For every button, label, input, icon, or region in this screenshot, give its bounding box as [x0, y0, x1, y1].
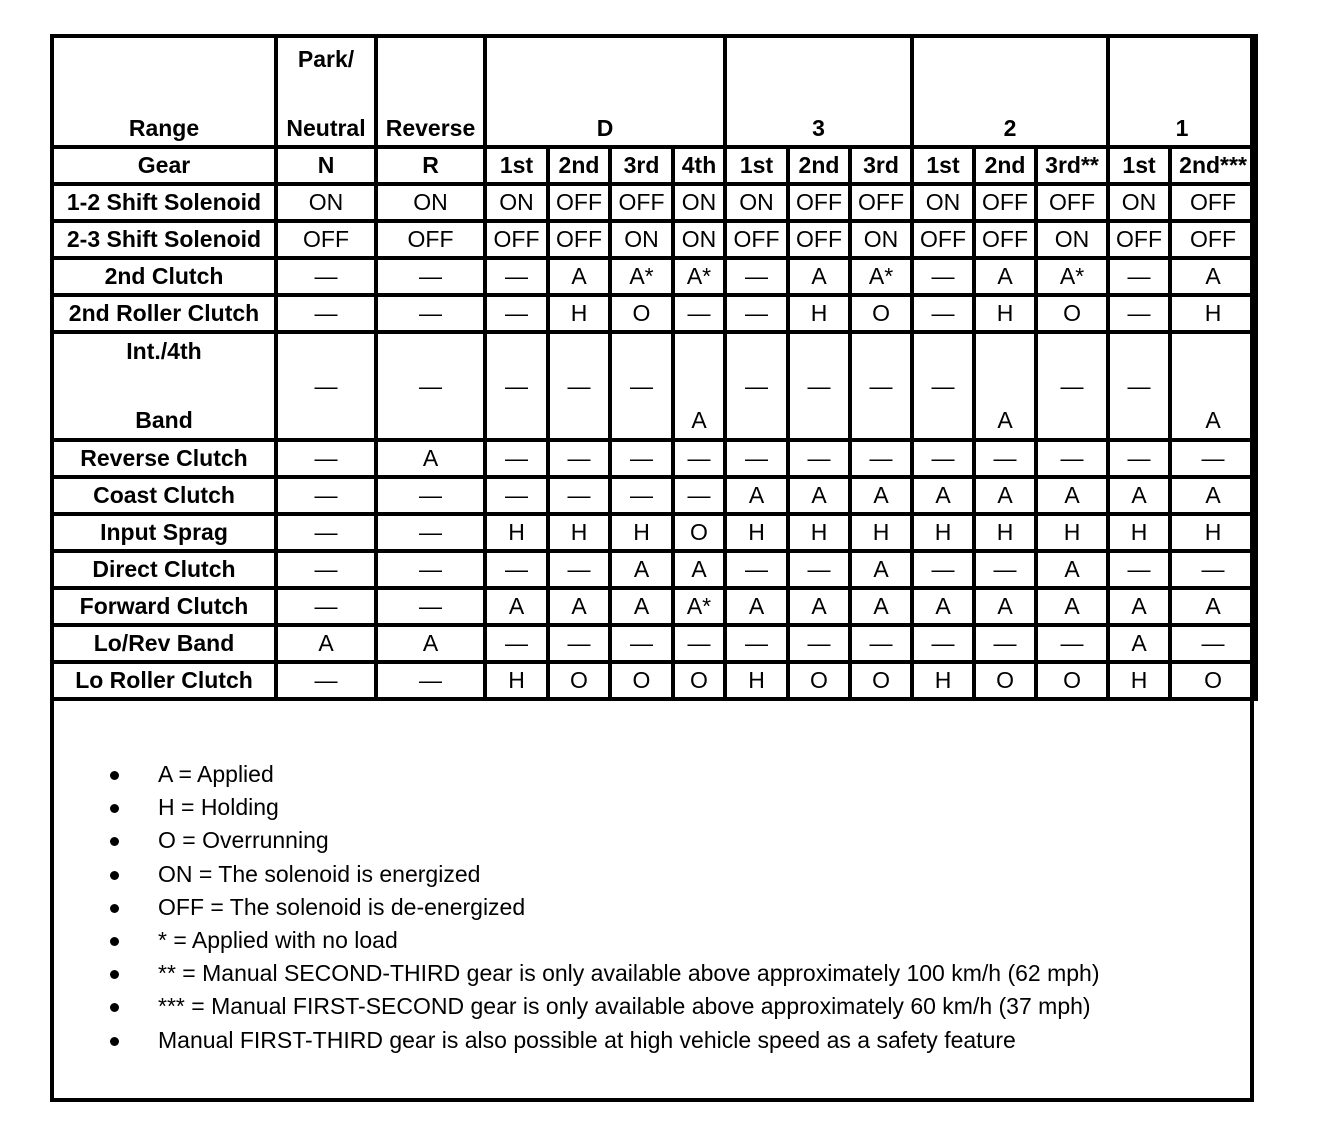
table-cell: H	[725, 514, 788, 551]
row-label: 2nd Roller Clutch	[52, 295, 276, 332]
table-row	[52, 477, 1256, 514]
table-cell: —	[1108, 295, 1170, 332]
table-cell: H	[485, 514, 548, 551]
table-cell: —	[673, 295, 725, 332]
table-cell: —	[912, 551, 974, 588]
table-cell: —	[725, 625, 788, 662]
table-cell: O	[1036, 295, 1108, 332]
table-cell: ON	[673, 184, 725, 221]
table-cell: O	[673, 662, 725, 699]
table-cell: ON	[276, 184, 376, 221]
gear-header-cell: 2nd***	[1170, 147, 1256, 184]
table-cell: H	[974, 295, 1036, 332]
legend-note-text: H = Holding	[158, 794, 279, 821]
row-label: Direct Clutch	[52, 551, 276, 588]
table-cell	[725, 332, 788, 440]
gear-header-cell: R	[376, 147, 485, 184]
table-cell: OFF	[788, 184, 850, 221]
gear-header-cell: 4th	[673, 147, 725, 184]
table-cell: A	[974, 588, 1036, 625]
table-cell: —	[485, 551, 548, 588]
table-cell: A	[1108, 477, 1170, 514]
range-header-row	[52, 36, 1256, 147]
gear-header-row	[52, 147, 1256, 184]
table-cell: —	[725, 258, 788, 295]
bullet-icon	[110, 1037, 119, 1046]
table-cell: —	[276, 588, 376, 625]
range-header-line1: Park/	[297, 46, 355, 72]
table-cell-value: —	[745, 372, 768, 399]
table-cell-value: —	[419, 372, 442, 399]
legend-note-text: ** = Manual SECOND-THIRD gear is only available above approximately 100 km/h (62 mph)	[158, 960, 1100, 987]
table-cell: A	[788, 258, 850, 295]
table-cell: H	[1170, 514, 1256, 551]
table-cell: —	[1170, 551, 1256, 588]
table-cell: —	[673, 477, 725, 514]
table-row	[52, 440, 1256, 477]
gear-header-cell: 1st	[912, 147, 974, 184]
gear-header-cell: N	[276, 147, 376, 184]
table-cell: —	[1108, 551, 1170, 588]
table-cell: OFF	[485, 221, 548, 258]
range-header-cell	[276, 36, 376, 147]
table-cell: —	[548, 440, 610, 477]
table-row	[52, 514, 1256, 551]
table-cell: A	[1036, 551, 1108, 588]
table-cell: A*	[850, 258, 912, 295]
table-cell: OFF	[276, 221, 376, 258]
table-cell: —	[974, 440, 1036, 477]
range-header-cell	[1108, 36, 1256, 147]
table-cell: A	[850, 588, 912, 625]
table-cell: —	[276, 662, 376, 699]
gear-header-cell: 2nd	[548, 147, 610, 184]
bullet-icon	[110, 937, 119, 946]
table-cell: —	[485, 477, 548, 514]
table-cell: A*	[1036, 258, 1108, 295]
table-cell: OFF	[850, 184, 912, 221]
table-cell: A*	[673, 588, 725, 625]
gear-header-cell: 3rd	[850, 147, 912, 184]
table-cell-value: —	[807, 372, 831, 399]
bullet-icon	[110, 837, 119, 846]
table-cell: —	[725, 551, 788, 588]
table-cell: A	[276, 625, 376, 662]
row-label	[52, 332, 276, 440]
table-cell: —	[850, 625, 912, 662]
row-label: 2-3 Shift Solenoid	[52, 221, 276, 258]
table-cell: —	[548, 477, 610, 514]
table-cell: A	[610, 551, 673, 588]
legend-note-item	[54, 760, 1250, 793]
table-cell: —	[276, 440, 376, 477]
table-cell: H	[850, 514, 912, 551]
range-header-label: Range	[52, 36, 276, 147]
legend-notes	[54, 760, 1250, 1059]
row-label: 2nd Clutch	[52, 258, 276, 295]
table-cell: —	[376, 258, 485, 295]
table-cell: —	[376, 588, 485, 625]
gear-header-cell: 1st	[485, 147, 548, 184]
table-cell: A	[1036, 588, 1108, 625]
legend-note-item	[54, 992, 1250, 1025]
table-cell: ON	[1036, 221, 1108, 258]
table-cell: ON	[610, 221, 673, 258]
table-cell	[974, 332, 1036, 440]
table-row	[52, 184, 1256, 221]
table-cell: —	[610, 477, 673, 514]
table-cell: ON	[673, 221, 725, 258]
table-cell: A	[850, 477, 912, 514]
table-cell: OFF	[974, 221, 1036, 258]
table-cell: H	[548, 514, 610, 551]
table-cell: —	[912, 258, 974, 295]
table-cell: A	[850, 551, 912, 588]
table-cell: A	[673, 551, 725, 588]
table-cell: —	[974, 625, 1036, 662]
gear-header-cell: 2nd	[788, 147, 850, 184]
legend-note-text: ON = The solenoid is energized	[158, 860, 481, 887]
table-cell: —	[788, 551, 850, 588]
table-cell: A	[376, 625, 485, 662]
table-cell: A	[610, 588, 673, 625]
table-cell: —	[788, 440, 850, 477]
table-row	[52, 332, 1256, 440]
row-label: Coast Clutch	[52, 477, 276, 514]
table-cell: A	[725, 588, 788, 625]
table-cell: O	[788, 662, 850, 699]
table-cell: OFF	[1170, 184, 1256, 221]
row-label: Lo Roller Clutch	[52, 662, 276, 699]
table-cell: OFF	[610, 184, 673, 221]
table-cell	[276, 332, 376, 440]
gear-header-label: Gear	[52, 147, 276, 184]
table-cell: —	[974, 551, 1036, 588]
range-header-cell	[725, 36, 912, 147]
table-cell: —	[276, 514, 376, 551]
table-cell: A	[548, 258, 610, 295]
table-cell: —	[276, 551, 376, 588]
table-cell: O	[673, 514, 725, 551]
bullet-icon	[110, 871, 119, 880]
table-cell: —	[485, 625, 548, 662]
table-cell-value: A	[1205, 407, 1221, 433]
legend-note-item	[54, 926, 1250, 959]
table-cell: O	[974, 662, 1036, 699]
table-cell: —	[1170, 625, 1256, 662]
table-cell: A	[548, 588, 610, 625]
table-cell: —	[1108, 258, 1170, 295]
table-cell: A*	[673, 258, 725, 295]
bullet-icon	[110, 804, 119, 813]
row-label: Forward Clutch	[52, 588, 276, 625]
table-cell	[548, 332, 610, 440]
clutch-application-table	[50, 34, 1258, 701]
table-cell: —	[485, 440, 548, 477]
table-cell: A	[912, 588, 974, 625]
table-cell: A	[1108, 625, 1170, 662]
table-cell: —	[725, 295, 788, 332]
table-cell: A	[725, 477, 788, 514]
table-cell: H	[788, 514, 850, 551]
table-cell: A	[1170, 477, 1256, 514]
table-cell: OFF	[1170, 221, 1256, 258]
legend-note-text: O = Overrunning	[158, 827, 329, 854]
table-cell: —	[912, 440, 974, 477]
table-cell-value: —	[567, 372, 591, 399]
table-cell: —	[850, 440, 912, 477]
row-label: Lo/Rev Band	[52, 625, 276, 662]
table-cell: A	[1170, 588, 1256, 625]
table-cell: —	[276, 258, 376, 295]
table-cell: OFF	[788, 221, 850, 258]
legend-note-item	[54, 793, 1250, 826]
table-cell-value: —	[314, 372, 338, 399]
table-row	[52, 588, 1256, 625]
table-cell: A	[788, 588, 850, 625]
legend-note-text: OFF = The solenoid is de-energized	[158, 893, 526, 920]
table-cell: H	[1170, 295, 1256, 332]
range-header-cell	[376, 36, 485, 147]
table-cell: O	[850, 662, 912, 699]
table-cell-value: A	[691, 407, 707, 433]
row-label: 1-2 Shift Solenoid	[52, 184, 276, 221]
table-cell: H	[1036, 514, 1108, 551]
bullet-icon	[110, 904, 119, 913]
gear-header-cell: 2nd	[974, 147, 1036, 184]
table-cell: O	[548, 662, 610, 699]
table-cell: OFF	[1108, 221, 1170, 258]
legend-note-text: A = Applied	[158, 761, 274, 787]
table-cell: H	[912, 662, 974, 699]
row-label-line2: Band	[135, 407, 193, 433]
table-cell: H	[485, 662, 548, 699]
range-header-line2: D	[596, 115, 614, 141]
table-cell: —	[376, 551, 485, 588]
table-cell: OFF	[725, 221, 788, 258]
table-cell: ON	[1108, 184, 1170, 221]
gear-header-cell: 1st	[1108, 147, 1170, 184]
table-cell: A	[912, 477, 974, 514]
table-cell-value: —	[630, 372, 653, 399]
table-cell: —	[1036, 440, 1108, 477]
table-cell: —	[1036, 625, 1108, 662]
legend-note-text: *** = Manual FIRST-SECOND gear is only available above approximately 60 km/h (37 mph)	[158, 993, 1091, 1020]
table-cell-value: A	[997, 407, 1013, 433]
table-cell: —	[276, 477, 376, 514]
table-row	[52, 221, 1256, 258]
gear-header-cell: 3rd**	[1036, 147, 1108, 184]
table-cell	[1108, 332, 1170, 440]
table-cell: —	[673, 625, 725, 662]
table-cell: OFF	[1036, 184, 1108, 221]
table-cell: —	[610, 625, 673, 662]
table-cell	[850, 332, 912, 440]
table-cell: A	[376, 440, 485, 477]
table-row	[52, 625, 1256, 662]
range-header-cell	[912, 36, 1108, 147]
legend-note-text: * = Applied with no load	[158, 926, 398, 953]
range-header-cell	[485, 36, 725, 147]
table-cell: —	[376, 295, 485, 332]
gear-header-cell: 1st	[725, 147, 788, 184]
table-cell: A	[788, 477, 850, 514]
table-cell: —	[376, 662, 485, 699]
table-cell: O	[610, 662, 673, 699]
range-header-line2: Reverse	[385, 115, 476, 141]
table-cell: ON	[485, 184, 548, 221]
table-cell: ON	[912, 184, 974, 221]
table-cell: —	[376, 477, 485, 514]
bullet-icon	[110, 771, 119, 780]
table-cell: ON	[850, 221, 912, 258]
range-header-line2: 3	[812, 115, 825, 141]
table-cell: H	[1108, 662, 1170, 699]
table-row	[52, 551, 1256, 588]
table-cell: —	[548, 551, 610, 588]
table-cell: ON	[376, 184, 485, 221]
table-cell: OFF	[548, 221, 610, 258]
table-cell	[912, 332, 974, 440]
table-cell: OFF	[548, 184, 610, 221]
table-cell	[485, 332, 548, 440]
table-cell: H	[548, 295, 610, 332]
table-cell	[788, 332, 850, 440]
table-cell: H	[610, 514, 673, 551]
range-header-line2: Neutral	[286, 115, 366, 141]
table-cell-value: —	[869, 372, 893, 399]
legend-note-item	[54, 826, 1250, 859]
table-cell: H	[974, 514, 1036, 551]
table-cell: OFF	[376, 221, 485, 258]
table-cell-value: —	[1060, 372, 1084, 399]
legend-note-item	[54, 893, 1250, 926]
table-cell: A*	[610, 258, 673, 295]
table-cell: —	[485, 258, 548, 295]
row-label-line1: Int./4th	[126, 338, 202, 364]
table-cell-value: —	[931, 372, 955, 399]
legend-note-item	[54, 1026, 1250, 1059]
table-cell: A	[485, 588, 548, 625]
table-cell	[673, 332, 725, 440]
row-label: Reverse Clutch	[52, 440, 276, 477]
table-row	[52, 295, 1256, 332]
table-cell: —	[912, 625, 974, 662]
table-cell: —	[788, 625, 850, 662]
table-cell	[376, 332, 485, 440]
table-cell	[610, 332, 673, 440]
table-cell: O	[1170, 662, 1256, 699]
table-cell: O	[1036, 662, 1108, 699]
table-cell	[1170, 332, 1256, 440]
bullet-icon	[110, 970, 119, 979]
table-cell: —	[1170, 440, 1256, 477]
table-cell: H	[788, 295, 850, 332]
table-cell: —	[485, 295, 548, 332]
table-cell: OFF	[912, 221, 974, 258]
table-cell: H	[912, 514, 974, 551]
table-cell: A	[1036, 477, 1108, 514]
range-header-line2: 1	[1175, 115, 1189, 141]
table-cell-value: —	[1127, 372, 1151, 399]
legend-note-item	[54, 959, 1250, 992]
table-row	[52, 662, 1256, 699]
table-cell	[1036, 332, 1108, 440]
table-cell: A	[974, 477, 1036, 514]
table-cell: O	[610, 295, 673, 332]
table-cell: OFF	[974, 184, 1036, 221]
table-cell: H	[725, 662, 788, 699]
table-cell: —	[673, 440, 725, 477]
table-cell: —	[276, 295, 376, 332]
table-cell: —	[376, 514, 485, 551]
table-cell-value: —	[505, 372, 528, 399]
gear-header-cell: 3rd	[610, 147, 673, 184]
range-header-line2: 2	[1003, 115, 1017, 141]
table-cell: —	[1108, 440, 1170, 477]
table-cell: —	[912, 295, 974, 332]
table-cell: ON	[725, 184, 788, 221]
table-cell: —	[610, 440, 673, 477]
bullet-icon	[110, 1003, 119, 1012]
table-cell: A	[1170, 258, 1256, 295]
legend-note-text: Manual FIRST-THIRD gear is also possible at high vehicle speed as a safety feature	[158, 1026, 1016, 1053]
table-cell: O	[850, 295, 912, 332]
table-row	[52, 258, 1256, 295]
table-cell: A	[974, 258, 1036, 295]
table-cell: —	[725, 440, 788, 477]
row-label: Input Sprag	[52, 514, 276, 551]
table-cell: H	[1108, 514, 1170, 551]
table-cell: A	[1108, 588, 1170, 625]
legend-note-item	[54, 860, 1250, 893]
table-cell: —	[548, 625, 610, 662]
